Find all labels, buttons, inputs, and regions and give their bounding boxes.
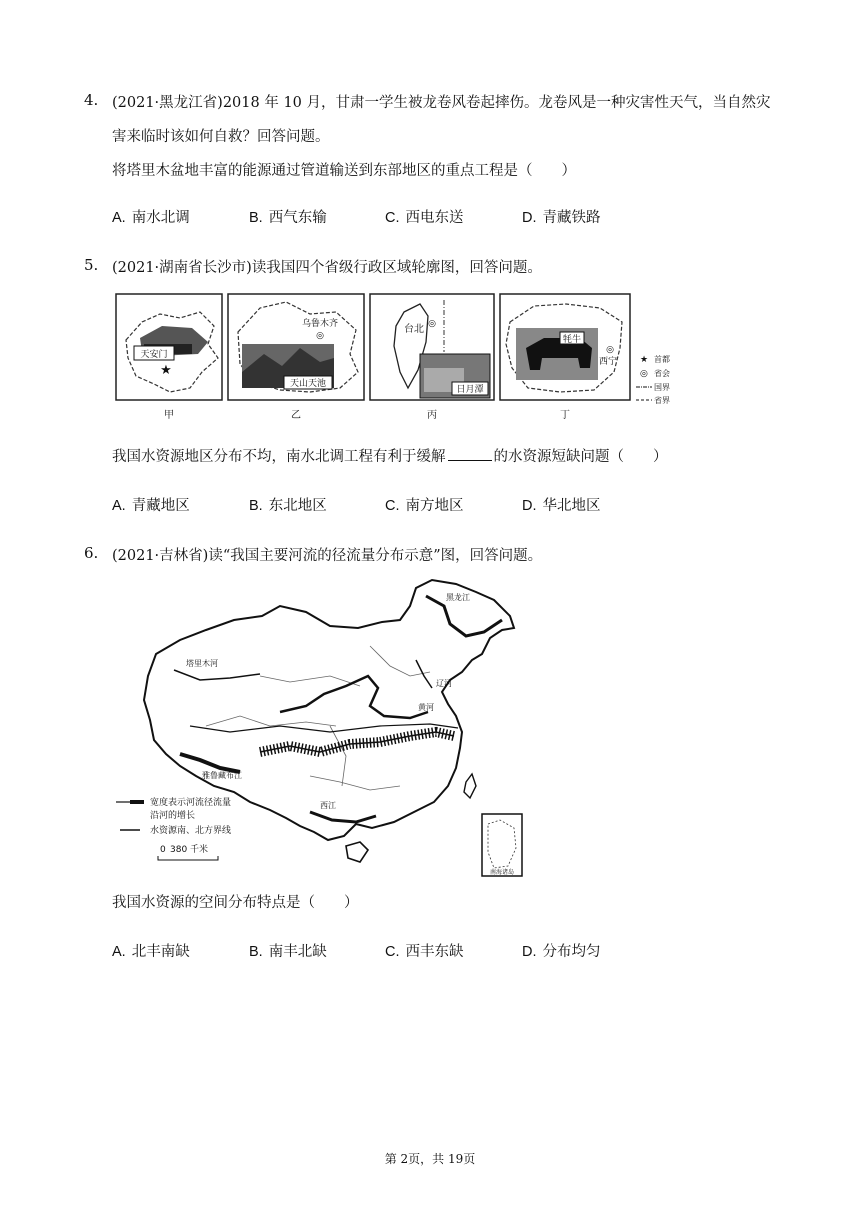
option-a[interactable]: A. 北丰南缺 xyxy=(112,944,190,960)
option-b[interactable]: B. 南丰北缺 xyxy=(249,944,327,960)
question-text-line: (2021·黑龙江省)2018 年 10 月，甘肃一学生被龙卷风卷起摔伤。龙卷风是一种灾害性天气，当自然灾 xyxy=(112,95,771,111)
option-b[interactable]: B. 东北地区 xyxy=(249,498,327,514)
river-liao: 辽河 xyxy=(436,679,452,688)
panel-label: 乙 xyxy=(291,410,301,421)
legend-national-border: 国界 xyxy=(654,383,670,392)
question-stem: 我国水资源的空间分布特点是（ ） xyxy=(112,895,359,911)
option-d[interactable]: D. 分布均匀 xyxy=(522,944,601,960)
label-xining: 西宁 xyxy=(598,357,618,367)
panel-label: 甲 xyxy=(164,410,174,421)
svg-text:◎: ◎ xyxy=(316,331,324,341)
option-d[interactable]: D. 华北地区 xyxy=(522,498,601,514)
page-footer: 第 2页，共 19页 xyxy=(384,1152,476,1166)
legend-width-note-2: 沿河的增长 xyxy=(150,811,196,821)
answer-blank xyxy=(448,448,492,461)
legend-provincial-border: 省界 xyxy=(654,396,670,405)
question-text-line: (2021·吉林省)读“我国主要河流的径流量分布示意”图，回答问题。 xyxy=(112,548,543,564)
inset-south-sea: 南海诸岛 xyxy=(489,869,515,876)
panel-label: 丙 xyxy=(427,410,437,421)
label-yak: 牦牛 xyxy=(562,335,582,345)
option-c[interactable]: C. 西电东送 xyxy=(385,210,464,226)
question-text-line: 害来临时该如何自救？回答问题。 xyxy=(112,129,330,145)
option-b[interactable]: B. 西气东输 xyxy=(249,210,327,226)
question-stem: 我国水资源地区分布不均，南水北调工程有利于缓解 的水资源短缺问题（ ） xyxy=(112,449,668,465)
svg-text:★: ★ xyxy=(160,363,172,378)
question-stem: 将塔里木盆地丰富的能源通过管道输送到东部地区的重点工程是（ ） xyxy=(112,163,576,179)
question-number: 5. xyxy=(84,256,99,274)
option-d[interactable]: D. 青藏铁路 xyxy=(522,210,601,226)
china-river-runoff-map xyxy=(110,576,530,882)
label-tiananmen: 天安门 xyxy=(140,350,168,360)
question-text-line: (2021·湖南省长沙市)读我国四个省级行政区域轮廓图，回答问题。 xyxy=(112,260,542,276)
svg-text:◎: ◎ xyxy=(606,345,614,355)
legend-boundary: 水资源南、北方界线 xyxy=(150,826,232,836)
svg-text:◎: ◎ xyxy=(640,369,648,379)
province-outline-figure xyxy=(114,292,686,424)
label-sunmoon: 日月潭 xyxy=(456,385,484,395)
question-number: 4. xyxy=(84,91,99,109)
option-a[interactable]: A. 南水北调 xyxy=(112,210,190,226)
question-number: 6. xyxy=(84,544,99,562)
river-heilong: 黑龙江 xyxy=(446,593,470,602)
svg-text:★: ★ xyxy=(640,355,649,365)
river-tarim: 塔里木河 xyxy=(186,659,218,668)
svg-text:◎: ◎ xyxy=(428,319,436,329)
option-a[interactable]: A. 青藏地区 xyxy=(112,498,190,514)
river-xi: 西江 xyxy=(320,801,336,810)
label-taipei: 台北 xyxy=(404,324,424,335)
scale-value: 380 千米 xyxy=(170,845,209,855)
option-c[interactable]: C. 南方地区 xyxy=(385,498,464,514)
label-urumqi: 乌鲁木齐 xyxy=(301,319,339,329)
legend-width-note: 宽度表示河流径流量 xyxy=(150,798,232,808)
river-huang: 黄河 xyxy=(418,703,434,712)
panel-label: 丁 xyxy=(560,410,570,421)
legend-capital: 首都 xyxy=(654,355,670,364)
label-tianshan: 天山天池 xyxy=(289,379,327,389)
river-yarlung: 雅鲁藏布江 xyxy=(202,771,242,780)
scale-zero: 0 xyxy=(160,845,166,855)
option-c[interactable]: C. 西丰东缺 xyxy=(385,944,464,960)
legend-provincial-capital: 省会 xyxy=(654,369,670,378)
